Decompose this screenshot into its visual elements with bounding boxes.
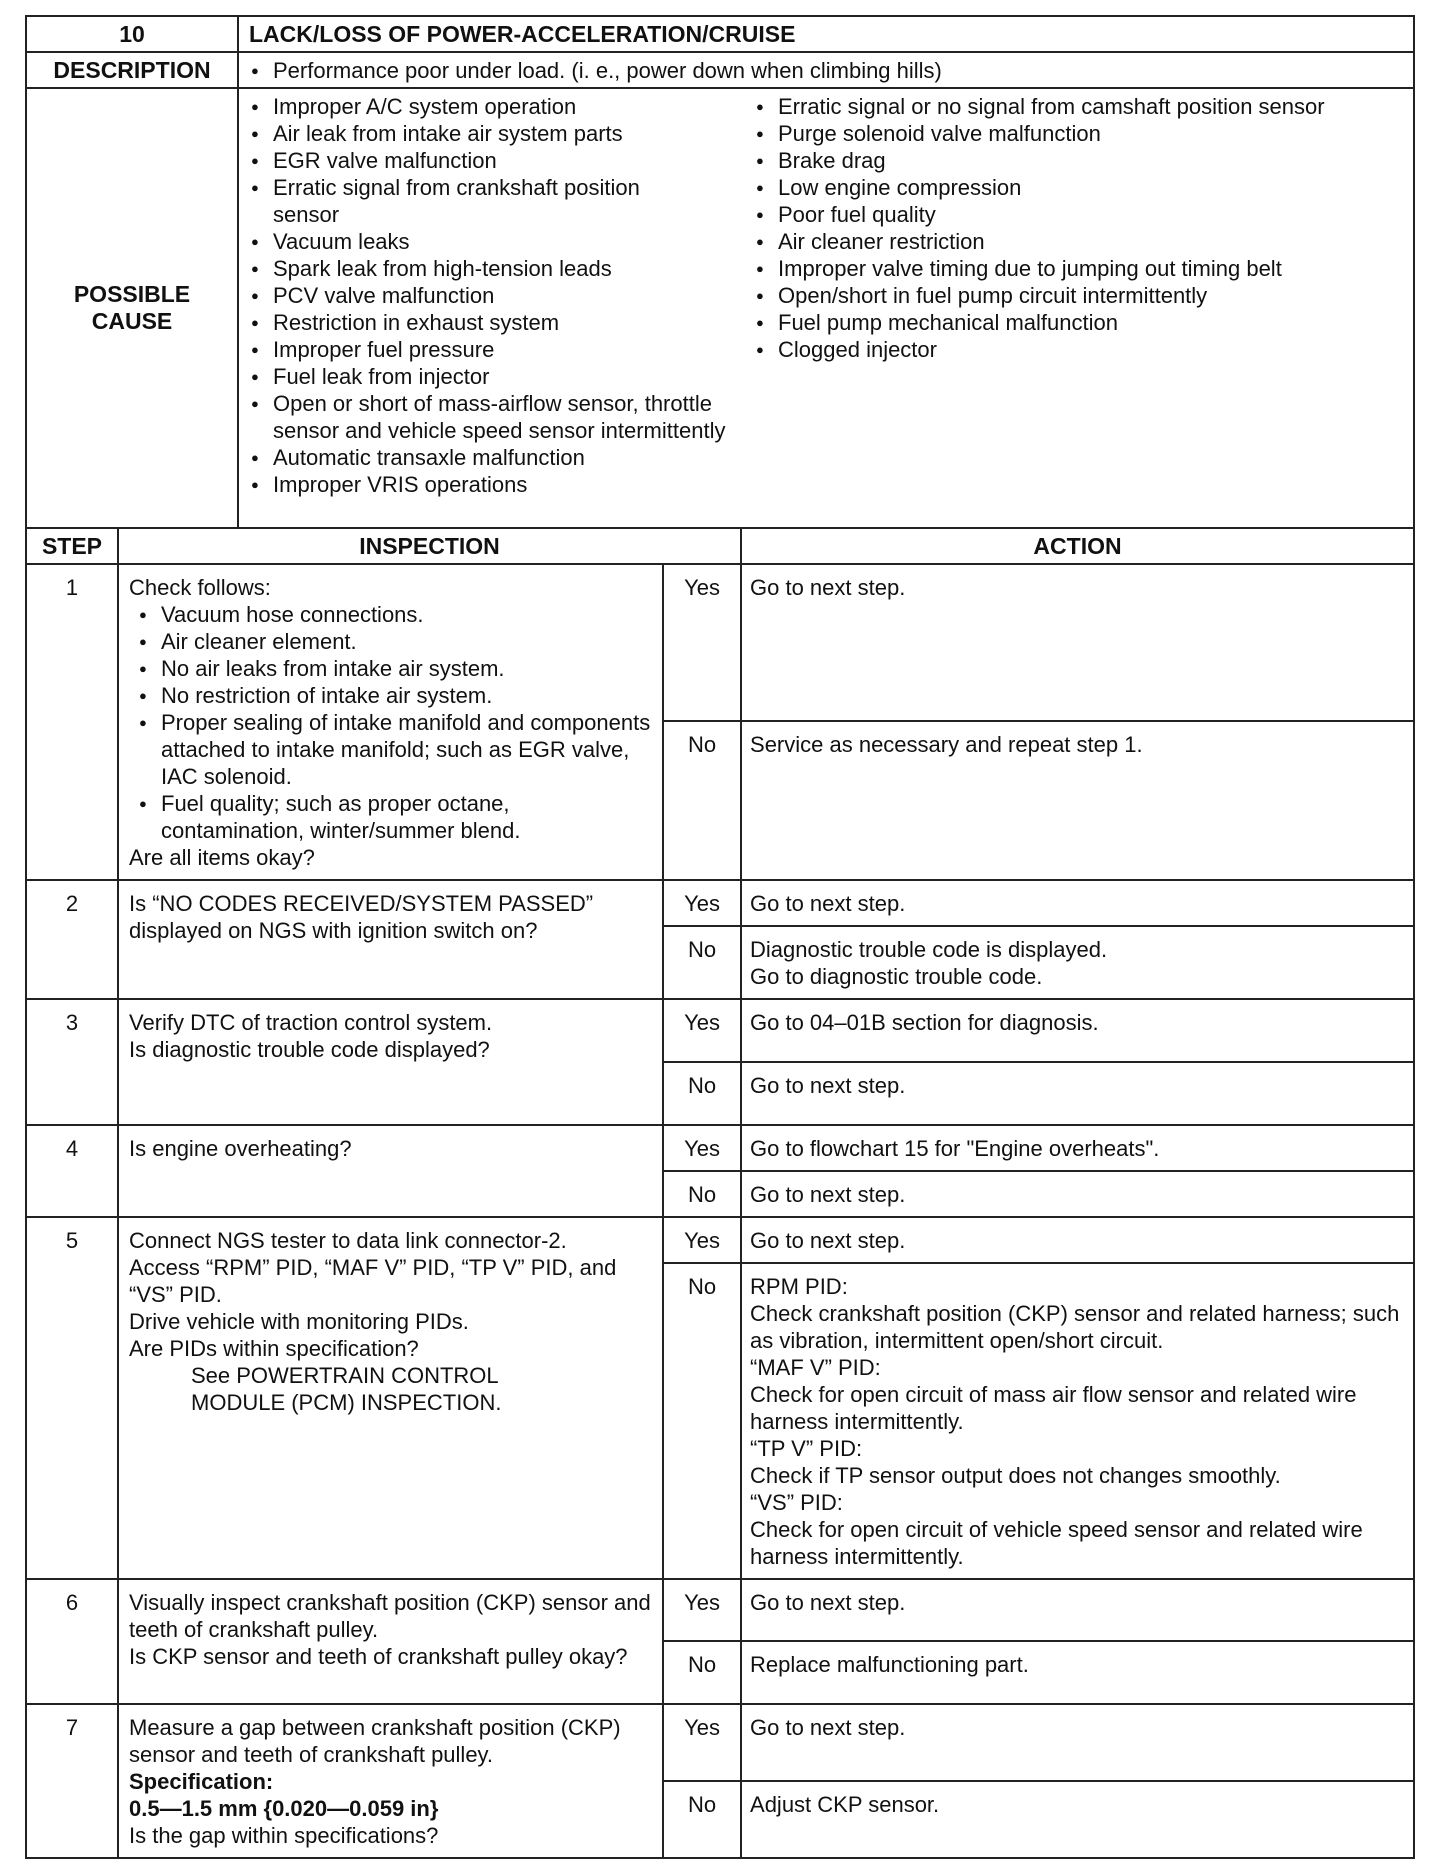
inspection-line: Are PIDs within specification? [129,1336,419,1361]
no-action [741,1263,1414,1579]
inspection-line: Measure a gap between crankshaft position (CKP) sensor and teeth of crankshaft pulley. [129,1715,621,1767]
cause-item: ● Air cleaner restriction [744,228,1407,255]
no-action-line: Go to diagnostic trouble code. [750,964,1043,989]
step-number: 4 [26,1125,118,1217]
troubleshooting-page [25,15,1415,1859]
cause-item: ● Purge solenoid valve malfunction [744,120,1407,147]
inspection-line: Access “RPM” PID, “MAF V” PID, “TP V” PID, and “VS” PID. [129,1255,617,1307]
pid-heading: “VS” PID: [750,1490,843,1515]
steps-table [25,527,1415,1859]
inspection-checklist [129,601,654,844]
cause-item: ● Fuel pump mechanical malfunction [744,309,1407,336]
reference-line: See POWERTRAIN CONTROL [191,1363,499,1388]
cause-item: ● Improper valve timing due to jumping out timing belt [744,255,1407,282]
no-action [741,926,1414,999]
step-number: 1 [26,564,118,880]
no-label: No [663,1263,741,1579]
no-action: Replace malfunctioning part. [741,1641,1414,1704]
yes-action: Go to next step. [741,1704,1414,1781]
possible-cause-list-right [744,93,1407,498]
step-inspection [118,564,663,880]
pid-heading: RPM PID: [750,1274,848,1299]
yes-label: Yes [663,999,741,1062]
possible-cause-label-line2: CAUSE [91,308,173,334]
cause-item: ● Poor fuel quality [744,201,1407,228]
cause-item: ● Air leak from intake air system parts [239,120,744,147]
cause-item: ● Brake drag [744,147,1407,174]
yes-label: Yes [663,564,741,721]
yes-action: Go to next step. [741,1217,1414,1263]
cause-item: ● Spark leak from high-tension leads [239,255,744,282]
no-label: No [663,1171,741,1217]
cause-item: ● Open or short of mass-airflow sensor, throttle sensor and vehicle speed sensor intermittently [239,390,744,444]
pid-check: Check if TP sensor output does not changes smoothly. [750,1463,1281,1488]
inspection-question: Is the gap within specifications? [129,1823,439,1848]
reference-line: MODULE (PCM) INSPECTION. [191,1390,502,1415]
yes-label: Yes [663,1125,741,1171]
no-action: Adjust CKP sensor. [741,1781,1414,1858]
step-column-header: STEP [26,528,118,564]
no-label: No [663,1062,741,1125]
yes-label: Yes [663,1704,741,1781]
specification-label: Specification: [129,1769,274,1794]
cause-item: ● Erratic signal from crankshaft position sensor [239,174,744,228]
yes-label: Yes [663,1579,741,1641]
step-number: 7 [26,1704,118,1858]
yes-action: Go to next step. [741,564,1414,721]
no-action-line: Diagnostic trouble code is displayed. [750,937,1108,962]
check-item: ● Proper sealing of intake manifold and components attached to intake manifold; such as EGR valve, IAC solenoid. [129,709,654,790]
step-inspection [118,999,663,1125]
cause-item: ● PCV valve malfunction [239,282,744,309]
cause-item: ● Improper VRIS operations [239,471,744,498]
pid-check: Check crankshaft position (CKP) sensor and related harness; such as vibration, intermittent open/short circuit. [750,1301,1400,1353]
step-number: 3 [26,999,118,1125]
no-action: Service as necessary and repeat step 1. [741,721,1414,880]
cause-item: ● Open/short in fuel pump circuit intermittently [744,282,1407,309]
check-item: ● Air cleaner element. [129,628,654,655]
inspection-line: Visually inspect crankshaft position (CKP) sensor and teeth of crankshaft pulley. [129,1590,651,1642]
no-label: No [663,926,741,999]
no-action: Go to next step. [741,1171,1414,1217]
step-number: 5 [26,1217,118,1579]
no-label: No [663,1781,741,1858]
step-number: 6 [26,1579,118,1704]
inspection-line: Drive vehicle with monitoring PIDs. [129,1309,469,1334]
inspection-question: Are all items okay? [129,845,315,870]
cause-item: ● EGR valve malfunction [239,147,744,174]
step-inspection [118,1217,663,1579]
step-inspection [118,1704,663,1858]
check-item: ● Fuel quality; such as proper octane, contamination, winter/summer blend. [129,790,654,844]
possible-cause-cell [238,88,1414,528]
no-label: No [663,1641,741,1704]
pid-heading: “TP V” PID: [750,1436,863,1461]
cause-item: ● Restriction in exhaust system [239,309,744,336]
cause-item: ● Low engine compression [744,174,1407,201]
pid-heading: “MAF V” PID: [750,1355,881,1380]
pid-check: Check for open circuit of mass air flow sensor and related wire harness intermittently. [750,1382,1357,1434]
cause-item: ● Erratic signal or no signal from camshaft position sensor [744,93,1407,120]
symptom-table [25,15,1415,529]
description-label: DESCRIPTION [26,52,238,88]
yes-action: Go to 04–01B section for diagnosis. [741,999,1414,1062]
specification-value: 0.5—1.5 mm {0.020—0.059 in} [129,1796,439,1821]
pid-check: Check for open circuit of vehicle speed sensor and related wire harness intermittently. [750,1517,1363,1569]
description-cell [238,52,1414,88]
inspection-line: Verify DTC of traction control system. [129,1010,493,1035]
possible-cause-label [26,88,238,528]
flowchart-title: LACK/LOSS OF POWER-ACCELERATION/CRUISE [238,16,1414,52]
cause-item: ● Vacuum leaks [239,228,744,255]
cause-item: ● Improper fuel pressure [239,336,744,363]
check-item: ● No restriction of intake air system. [129,682,654,709]
action-column-header: ACTION [741,528,1414,564]
inspection-column-header: INSPECTION [118,528,741,564]
inspection-intro: Check follows: [129,575,271,600]
yes-label: Yes [663,880,741,926]
cause-item: ● Clogged injector [744,336,1407,363]
yes-action: Go to next step. [741,880,1414,926]
flowchart-number: 10 [26,16,238,52]
cause-item: ● Improper A/C system operation [239,93,744,120]
no-label: No [663,721,741,880]
no-action: Go to next step. [741,1062,1414,1125]
step-inspection: Is “NO CODES RECEIVED/SYSTEM PASSED” displayed on NGS with ignition switch on? [118,880,663,999]
possible-cause-list-left [239,93,744,498]
step-inspection: Is engine overheating? [118,1125,663,1217]
step-inspection [118,1579,663,1704]
inspection-line: Connect NGS tester to data link connector-2. [129,1228,567,1253]
check-item: ● No air leaks from intake air system. [129,655,654,682]
yes-action: Go to flowchart 15 for "Engine overheats". [741,1125,1414,1171]
cause-item: ● Fuel leak from injector [239,363,744,390]
check-item: ● Vacuum hose connections. [129,601,654,628]
cause-item: ● Automatic transaxle malfunction [239,444,744,471]
yes-label: Yes [663,1217,741,1263]
yes-action: Go to next step. [741,1579,1414,1641]
possible-cause-label-line1: POSSIBLE [73,281,191,307]
step-number: 2 [26,880,118,999]
inspection-line: Is CKP sensor and teeth of crankshaft pulley okay? [129,1644,628,1669]
inspection-line: Is diagnostic trouble code displayed? [129,1037,490,1062]
description-item: ● Performance poor under load. (i. e., power down when climbing hills) [239,57,1413,84]
